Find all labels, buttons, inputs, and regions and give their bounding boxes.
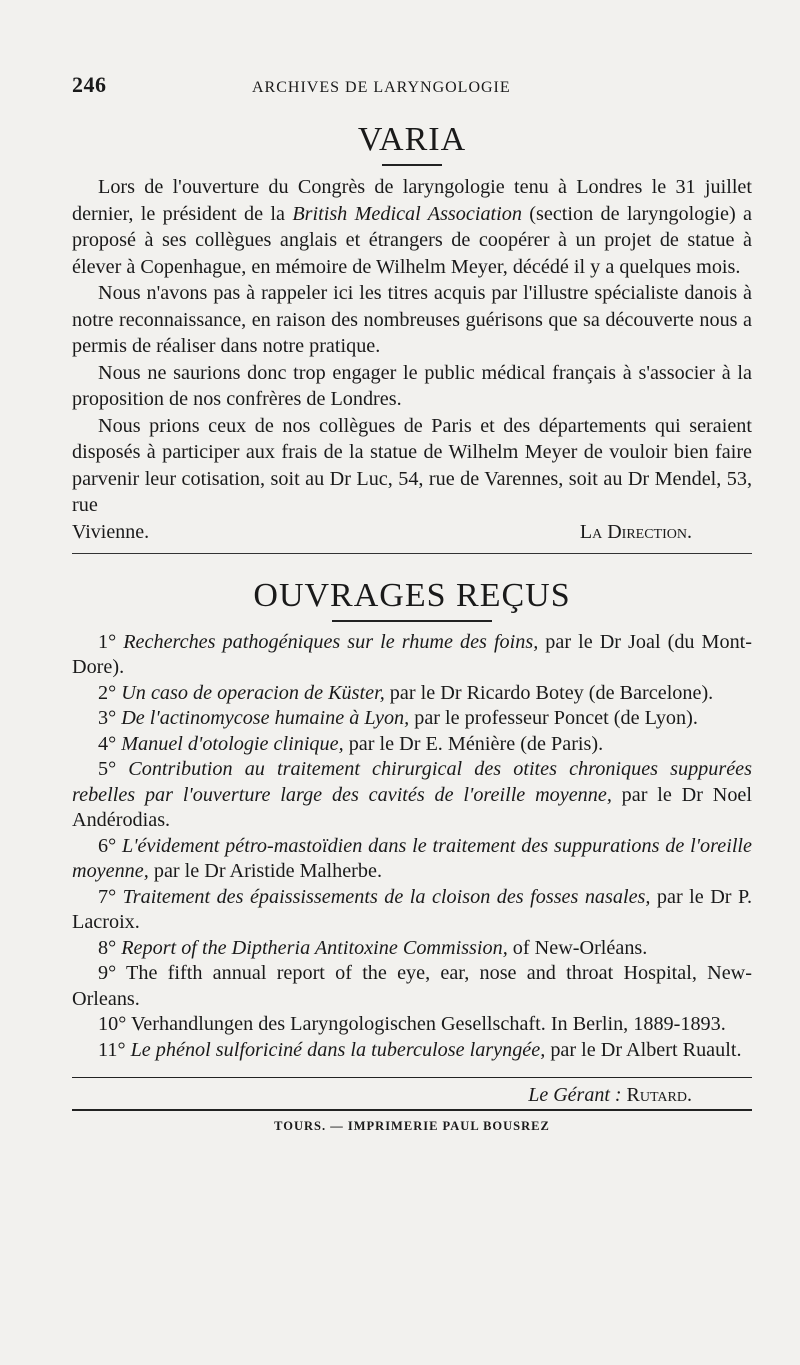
book-item <box>72 732 752 758</box>
item-number: 6° <box>98 834 117 857</box>
book-item <box>72 961 752 1012</box>
title-rule <box>382 164 442 166</box>
book-item <box>72 834 752 885</box>
gerant-line <box>72 1084 752 1107</box>
item-number: 1° <box>98 630 117 653</box>
item-author: par le Dr Noel Andérodias. <box>72 783 752 831</box>
varia-paragraph-2: Nous n'avons pas à rappeler ici les titres acquis par l'illustre spécialiste danois à notre reconnaissance, en raison des nombreuses guérisons que sa découverte nous a permis de réaliser dans notre pratique. <box>72 282 752 357</box>
book-item <box>72 1012 752 1038</box>
book-item <box>72 681 752 707</box>
journal-title: ARCHIVES DE LARYNGOLOGIE <box>252 79 511 96</box>
item-title: Un caso de operacion de Küster, <box>121 681 385 704</box>
page-number: 246 <box>72 72 107 97</box>
item-author: par le Dr Ricardo Botey (de Barcelone). <box>384 681 714 704</box>
text-span: (section de laryngologie) a proposé à ses collègues anglais et étrangers de coopérer à un projet de statue à élever à Copenhague, en mémoire de Wilhelm Meyer, décédé il y a quelques mois. <box>72 202 752 278</box>
item-title: De l'actinomycose humaine à Lyon, <box>121 707 410 729</box>
varia-paragraph-1 <box>72 174 752 280</box>
footer-rule <box>72 1077 752 1078</box>
varia-paragraph-4: Nous prions ceux de nos collègues de Paris et des départements qui seraient disposés à participer aux frais de la statue de Wilhelm Meyer de vouloir bien faire parvenir leur cotisation, soit au Dr Luc, 54, rue de Varennes, soit au Dr Mendel, 53, rue <box>72 414 752 516</box>
varia-paragraph-3: Nous ne saurions donc trop engager le public médical français à s'associer à la proposition de nos confrères de Londres. <box>72 361 752 410</box>
footer-rule <box>72 1109 752 1111</box>
item-author: par le Dr Aristide Malherbe. <box>148 860 382 882</box>
paragraph-end: Vivienne. <box>72 520 150 543</box>
book-item <box>72 630 752 681</box>
running-head <box>72 72 752 102</box>
book-item <box>72 885 752 936</box>
item-title: Recherches pathogéniques sur le rhume des foins, <box>123 630 539 653</box>
signature: La Direction. <box>579 520 692 543</box>
item-author: par le Dr P. Lacroix. <box>72 885 753 933</box>
item-author: of New-Orléans. <box>507 936 648 959</box>
item-author: par le Dr Joal (du Mont-Dore). <box>72 630 753 678</box>
book-item <box>72 1038 752 1064</box>
gerant-label: Le Gérant : <box>528 1084 622 1106</box>
item-number: 4° <box>98 732 117 755</box>
item-title: L'évidement pétro-mastoïdien dans le traitement des suppurations de l'oreille moyenne, <box>72 834 752 882</box>
item-author: par le Dr E. Ménière (de Paris). <box>343 732 604 755</box>
signature-line <box>72 519 752 545</box>
ouvrages-title: OUVRAGES REÇUS <box>253 576 571 614</box>
text-span: Lors de l'ouverture du Congrès de laryngologie tenu à Londres le 31 juillet dernier, le président de la <box>72 176 752 225</box>
item-number: 2° <box>98 681 117 704</box>
item-title: Manuel d'otologie clinique, <box>121 732 344 755</box>
printer-imprint: TOURS. — IMPRIMERIE PAUL BOUSREZ <box>274 1119 550 1133</box>
varia-title: VARIA <box>357 121 467 158</box>
item-number: 11° <box>98 1038 126 1061</box>
item-number: 10° <box>98 1013 127 1035</box>
item-number: 3° <box>98 707 117 729</box>
book-item <box>72 936 752 962</box>
item-number: 8° <box>98 936 117 959</box>
item-number: 7° <box>98 885 117 908</box>
item-author: par le professeur Poncet (de Lyon). <box>409 707 698 729</box>
book-item <box>72 757 752 834</box>
item-author: Verhandlungen des Laryngologischen Gesellschaft. In Berlin, 1889-1893. <box>130 1013 726 1035</box>
item-number: 5° <box>98 758 117 780</box>
item-title: Contribution au traitement chirurgical des otites chroniques suppurées rebelles par l'ouverture large des cavités de l'oreille moyenne, <box>72 758 753 806</box>
association-name: British Medical Association <box>292 202 522 225</box>
item-number: 9° <box>98 962 117 984</box>
item-author: The fifth annual report of the eye, ear, nose and throat Hospital, New-Orleans. <box>72 962 752 1010</box>
item-title: Le phénol sulforiciné dans la tuberculose laryngée, <box>130 1038 546 1061</box>
gerant-name: Rutard. <box>626 1084 692 1106</box>
section-separator <box>72 553 752 554</box>
item-author: par le Dr Albert Ruault. <box>545 1038 742 1061</box>
page <box>72 72 752 1134</box>
title-rule <box>332 620 492 622</box>
item-title: Traitement des épaississements de la cloison des fosses nasales, <box>122 885 651 908</box>
book-list <box>72 630 752 1064</box>
item-title: Report of the Diptheria Antitoxine Commission, <box>121 936 508 959</box>
book-item <box>72 706 752 732</box>
